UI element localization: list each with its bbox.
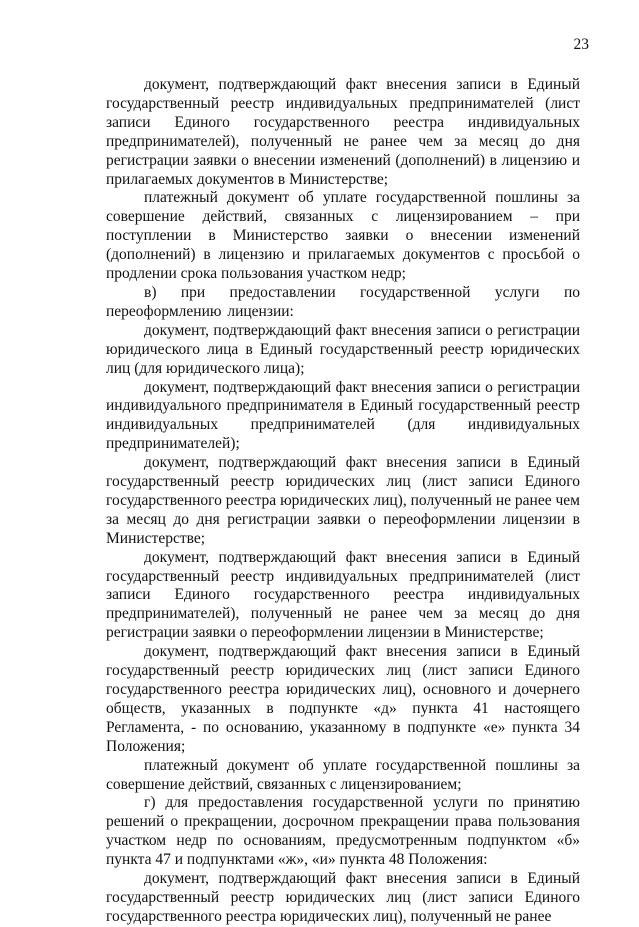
paragraph-state-fee-licensing: платежный документ об уплате государственной пошлины за совершение действий, связанных с лицензированием; <box>106 756 580 793</box>
document-body <box>106 76 580 927</box>
paragraph-ip-registry-document: документ, подтверждающий факт внесения записи в Единый государственный реестр индивидуальных предпринимателей (лист записи Единого государственного реестра индивидуальных предпринимателей), полученный не ранее чем за месяц до дня регистрации заявки о внесении изменений (дополнений) в лицензию и прилагаемых документов в Министерстве; <box>106 76 580 188</box>
page-number: 23 <box>573 36 589 53</box>
paragraph-legal-entity-registry-sheet: документ, подтверждающий факт внесения записи в Единый государственный реестр юридических лиц (лист записи Единого государственного реестра юридических лиц), полученный не ранее чем за месяц до дня регистрации заявки о переоформлении лицензии в Министерстве; <box>106 454 580 547</box>
paragraph-ip-registration: документ, подтверждающий факт внесения записи о регистрации индивидуального предпринимателя в Единый государственный реестр индивидуальных предпринимателей (для индивидуальных предпринимателей); <box>106 378 580 453</box>
paragraph-item-v-reissue: в) при предоставлении государственной услуги по переоформлению лицензии: <box>106 283 580 320</box>
paragraph-legal-entity-registration: документ, подтверждающий факт внесения записи о регистрации юридического лица в Единый государственный реестр юридических лиц (для юридического лица); <box>106 321 580 377</box>
paragraph-parent-subsidiary-registry: документ, подтверждающий факт внесения записи в Единый государственный реестр юридических лиц (лист записи Единого государственного реестра юридических лиц), основного и дочернего обществ, указанных в подпункте «д» пункта 41 настоящего Регламента, - по основанию, указанному в подпункте «е» пункта 34 Положения; <box>106 643 580 755</box>
paragraph-state-fee-extension: платежный документ об уплате государственной пошлины за совершение действий, связанных с лицензированием – при поступлении в Министерство заявки о внесении изменений (дополнений) в лицензию и прилагаемых документов с просьбой о продлении срока пользования участком недр; <box>106 189 580 283</box>
paragraph-legal-entity-registry-continued: документ, подтверждающий факт внесения записи в Единый государственный реестр юридических лиц (лист записи Единого государственного реестра юридических лиц), полученный не ранее <box>106 870 580 925</box>
paragraph-ip-registry-sheet: документ, подтверждающий факт внесения записи в Единый государственный реестр индивидуальных предпринимателей (лист записи Единого государственного реестра индивидуальных предпринимателей), полученный не ранее чем за месяц до дня регистрации заявки о переоформлении лицензии в Министерстве; <box>106 548 580 642</box>
paragraph-item-g-termination: г) для предоставления государственной услуги по принятию решений о прекращении, досрочном прекращении права пользования участком недр по основаниям, предусмотренным подпунктом «б» пункта 47 и подпунктами «ж», «и» пункта 48 Положения: <box>106 794 580 869</box>
